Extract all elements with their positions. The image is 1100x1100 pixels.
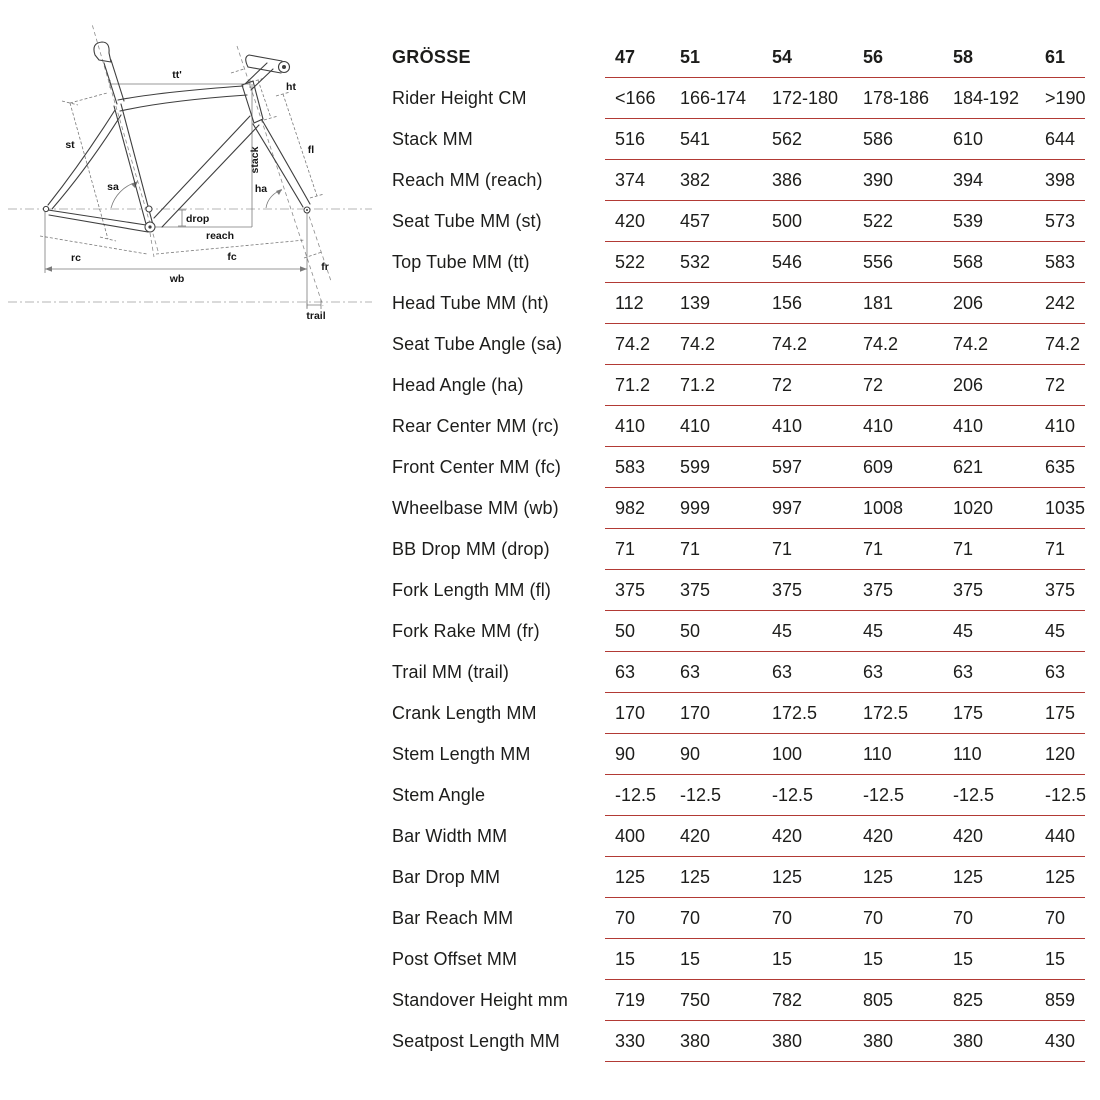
diagram-label-tt-prime: tt' [172, 69, 182, 81]
cell-value: 15 [1045, 948, 1066, 969]
table-row [392, 447, 1085, 488]
row-label: Stem Length MM [392, 744, 531, 764]
row-values [605, 816, 1085, 857]
row-label: Rear Center MM (rc) [392, 416, 559, 436]
cell-value: 1008 [863, 497, 904, 518]
cell-value: 597 [772, 456, 803, 477]
cell-value: 184-192 [953, 87, 1020, 108]
cell-value: 562 [772, 128, 803, 149]
cell-value: 375 [680, 579, 711, 600]
diagram-label-stack: stack [249, 146, 261, 174]
cell-value: 170 [680, 702, 711, 723]
table-row [392, 775, 1085, 816]
cell-value: 45 [772, 620, 793, 641]
cell-value: 71.2 [680, 374, 716, 395]
row-values [605, 611, 1085, 652]
row-values [605, 488, 1085, 529]
cell-value: 178-186 [863, 87, 930, 108]
row-values [605, 939, 1085, 980]
cell-value: 539 [953, 210, 984, 231]
cell-value: 70 [680, 907, 701, 928]
diagram-labels [65, 69, 328, 322]
cell-value: 410 [680, 415, 711, 436]
cell-value: 70 [953, 907, 974, 928]
cell-value: 375 [1045, 579, 1076, 600]
cell-value: 782 [772, 989, 803, 1010]
cell-value: 380 [863, 1030, 894, 1051]
table-row [392, 529, 1085, 570]
cell-value: 997 [772, 497, 803, 518]
row-label: Bar Drop MM [392, 867, 501, 887]
diagram-label-drop: drop [186, 213, 210, 225]
row-label: Fork Length MM (fl) [392, 580, 551, 600]
table-row [392, 734, 1085, 775]
cell-value: 74.2 [772, 333, 808, 354]
table-row [392, 570, 1085, 611]
cell-value: 120 [1045, 743, 1076, 764]
cell-value: 522 [615, 251, 646, 272]
bike-geometry-diagram [0, 0, 380, 360]
cell-value: 430 [1045, 1030, 1076, 1051]
row-values [605, 283, 1085, 324]
cell-value: 375 [863, 579, 894, 600]
cell-value: 541 [680, 128, 711, 149]
cell-value: 586 [863, 128, 894, 149]
table-row [392, 242, 1085, 283]
row-values [605, 980, 1085, 1021]
cell-value: 170 [615, 702, 646, 723]
row-values [605, 775, 1085, 816]
cell-value: -12.5 [863, 784, 905, 805]
frame-joints [43, 65, 310, 232]
cell-value: 70 [615, 907, 636, 928]
cell-value: -12.5 [1045, 784, 1087, 805]
cell-value: 125 [953, 866, 984, 887]
diagram-label-reach: reach [205, 230, 235, 242]
cell-value: 172.5 [863, 702, 909, 723]
cell-value: 410 [953, 415, 984, 436]
row-label: Fork Rake MM (fr) [392, 621, 540, 641]
cell-value: 100 [772, 743, 803, 764]
table-row [392, 119, 1085, 160]
row-values [605, 160, 1085, 201]
cell-value: 500 [772, 210, 803, 231]
table-row [392, 611, 1085, 652]
cell-value: 125 [1045, 866, 1076, 887]
table-row [392, 488, 1085, 529]
cell-value: 90 [615, 743, 636, 764]
cell-value: 166-174 [680, 87, 747, 108]
cell-value: 400 [615, 825, 646, 846]
header-size: 58 [953, 46, 974, 67]
cell-value: 410 [863, 415, 894, 436]
cell-value: 375 [953, 579, 984, 600]
diagram-label-trail: trail [306, 310, 326, 322]
cell-value: 50 [615, 620, 636, 641]
cell-value: 1035 [1045, 497, 1086, 518]
cell-value: 440 [1045, 825, 1076, 846]
cell-value: 74.2 [953, 333, 989, 354]
row-label: Crank Length MM [392, 703, 537, 723]
cell-value: 420 [953, 825, 984, 846]
table-row [392, 980, 1085, 1021]
row-values [605, 570, 1085, 611]
row-values [605, 693, 1085, 734]
cell-value: 380 [953, 1030, 984, 1051]
row-label: Wheelbase MM (wb) [392, 498, 559, 518]
cell-value: 71 [953, 538, 974, 559]
cell-value: 63 [953, 661, 974, 682]
row-values [605, 119, 1085, 160]
cell-value: 112 [615, 292, 644, 313]
cell-value: >190 [1045, 87, 1086, 108]
diagram-label-ht: ht [286, 81, 296, 93]
cell-value: <166 [615, 87, 656, 108]
cell-value: 410 [615, 415, 646, 436]
row-label: Trail MM (trail) [392, 662, 509, 682]
row-label: Stem Angle [392, 785, 486, 805]
table-row [392, 78, 1085, 119]
cell-value: 394 [953, 169, 984, 190]
row-values [605, 406, 1085, 447]
diagram-label-fr: fr [321, 261, 329, 273]
cell-value: 15 [772, 948, 793, 969]
header-size: 56 [863, 46, 884, 67]
row-label: Front Center MM (fc) [392, 457, 562, 477]
cell-value: 125 [680, 866, 711, 887]
cell-value: 410 [1045, 415, 1076, 436]
cell-value: 72 [772, 374, 793, 395]
cell-value: 610 [953, 128, 984, 149]
row-values [605, 324, 1085, 365]
cell-value: 522 [863, 210, 894, 231]
row-label: Head Angle (ha) [392, 375, 524, 395]
cell-value: 74.2 [680, 333, 716, 354]
cell-value: 63 [1045, 661, 1066, 682]
cell-value: 90 [680, 743, 701, 764]
cell-value: 546 [772, 251, 803, 272]
cell-value: -12.5 [615, 784, 657, 805]
cell-value: 175 [1045, 702, 1076, 723]
header-size: 47 [615, 46, 636, 67]
row-label: Seatpost Length MM [392, 1031, 560, 1051]
cell-value: 15 [615, 948, 636, 969]
cell-value: 70 [1045, 907, 1066, 928]
cell-value: 45 [863, 620, 884, 641]
bike-frame-drawing [0, 0, 380, 360]
cell-value: 125 [863, 866, 894, 887]
table-header [392, 37, 1085, 78]
row-label: Rider Height CM [392, 88, 527, 108]
construction-axes [92, 24, 331, 306]
diagram-label-wb: wb [169, 273, 185, 285]
row-values [605, 447, 1085, 488]
table-row [392, 898, 1085, 939]
row-values [605, 242, 1085, 283]
row-label: Seat Tube Angle (sa) [392, 334, 563, 354]
cell-value: 573 [1045, 210, 1076, 231]
cell-value: 805 [863, 989, 894, 1010]
cell-value: 71 [615, 538, 636, 559]
row-label: Bar Width MM [392, 826, 508, 846]
cell-value: 398 [1045, 169, 1076, 190]
diagram-label-ha: ha [254, 183, 268, 195]
row-values [605, 1021, 1085, 1062]
cell-value: 380 [772, 1030, 803, 1051]
cell-value: 206 [953, 292, 984, 313]
cell-value: 45 [953, 620, 974, 641]
table-row [392, 652, 1085, 693]
cell-value: 621 [953, 456, 984, 477]
cell-value: 386 [772, 169, 803, 190]
diagram-label-rc: rc [71, 252, 81, 264]
cell-value: 50 [680, 620, 701, 641]
cell-value: 719 [615, 989, 646, 1010]
cell-value: 15 [953, 948, 974, 969]
cell-value: 556 [863, 251, 894, 272]
cell-value: 374 [615, 169, 646, 190]
cell-value: 410 [772, 415, 803, 436]
table-row [392, 365, 1085, 406]
table-row [392, 939, 1085, 980]
cell-value: 72 [863, 374, 884, 395]
cell-value: 999 [680, 497, 711, 518]
cell-value: 125 [772, 866, 803, 887]
row-values [605, 78, 1085, 119]
cell-value: 74.2 [863, 333, 899, 354]
cell-value: 15 [863, 948, 884, 969]
cell-value: 609 [863, 456, 894, 477]
row-values [605, 652, 1085, 693]
diagram-label-fc: fc [227, 251, 237, 263]
geometry-table [392, 37, 1085, 1062]
cell-value: 330 [615, 1030, 646, 1051]
table-row [392, 406, 1085, 447]
table-row [392, 201, 1085, 242]
dimension-lines-dashed [40, 69, 324, 258]
row-label: Standover Height mm [392, 990, 568, 1010]
cell-value: 110 [863, 743, 892, 764]
row-values [605, 365, 1085, 406]
cell-value: 63 [863, 661, 884, 682]
table-header-size-label: GRÖSSE [392, 47, 471, 67]
cell-value: 172.5 [772, 702, 818, 723]
row-label: Head Tube MM (ht) [392, 293, 549, 313]
table-header-sizes [605, 37, 1085, 78]
cell-value: 375 [615, 579, 646, 600]
cell-value: 71 [1045, 538, 1066, 559]
cell-value: 420 [772, 825, 803, 846]
table-row [392, 324, 1085, 365]
table-row [392, 283, 1085, 324]
row-values [605, 734, 1085, 775]
cell-value: 1020 [953, 497, 994, 518]
cell-value: 568 [953, 251, 984, 272]
cell-value: 644 [1045, 128, 1076, 149]
cell-value: 72 [1045, 374, 1066, 395]
cell-value: 156 [772, 292, 803, 313]
cell-value: 420 [680, 825, 711, 846]
cell-value: 532 [680, 251, 711, 272]
row-label: Stack MM [392, 129, 473, 149]
cell-value: 420 [615, 210, 646, 231]
cell-value: 859 [1045, 989, 1076, 1010]
row-label: Seat Tube MM (st) [392, 211, 542, 231]
cell-value: 825 [953, 989, 984, 1010]
table-row [392, 857, 1085, 898]
cell-value: 70 [772, 907, 793, 928]
cell-value: 71.2 [615, 374, 651, 395]
cell-value: 420 [863, 825, 894, 846]
cell-value: 380 [680, 1030, 711, 1051]
table-row [392, 693, 1085, 734]
cell-value: 375 [772, 579, 803, 600]
header-size: 51 [680, 46, 701, 67]
cell-value: 583 [1045, 251, 1076, 272]
cell-value: 63 [680, 661, 701, 682]
cell-value: 982 [615, 497, 646, 518]
cell-value: 125 [615, 866, 646, 887]
cell-value: 71 [863, 538, 884, 559]
cell-value: 71 [680, 538, 701, 559]
row-label: Post Offset MM [392, 949, 518, 969]
cell-value: -12.5 [772, 784, 814, 805]
table-row [392, 160, 1085, 201]
cell-value: 181 [863, 292, 894, 313]
row-label: Bar Reach MM [392, 908, 514, 928]
cell-value: 63 [772, 661, 793, 682]
diagram-label-sa: sa [107, 181, 119, 193]
cell-value: 750 [680, 989, 711, 1010]
cell-value: 390 [863, 169, 894, 190]
cell-value: 70 [863, 907, 884, 928]
header-size: 54 [772, 46, 793, 67]
cell-value: 74.2 [1045, 333, 1081, 354]
table-row [392, 816, 1085, 857]
cell-value: 206 [953, 374, 984, 395]
row-values [605, 898, 1085, 939]
row-values [605, 529, 1085, 570]
cell-value: 242 [1045, 292, 1076, 313]
cell-value: -12.5 [953, 784, 995, 805]
row-label: Top Tube MM (tt) [392, 252, 530, 272]
row-label: BB Drop MM (drop) [392, 539, 550, 559]
cell-value: 516 [615, 128, 646, 149]
cell-value: -12.5 [680, 784, 722, 805]
header-size: 61 [1045, 46, 1066, 67]
cell-value: 172-180 [772, 87, 839, 108]
cell-value: 15 [680, 948, 701, 969]
cell-value: 139 [680, 292, 711, 313]
row-values [605, 201, 1085, 242]
row-label: Reach MM (reach) [392, 170, 543, 190]
cell-value: 110 [953, 743, 982, 764]
table-row [392, 1021, 1085, 1062]
cell-value: 583 [615, 456, 646, 477]
cell-value: 599 [680, 456, 711, 477]
cell-value: 74.2 [615, 333, 651, 354]
diagram-label-st: st [65, 139, 75, 151]
cell-value: 457 [680, 210, 711, 231]
cell-value: 45 [1045, 620, 1066, 641]
cell-value: 175 [953, 702, 984, 723]
row-values [605, 857, 1085, 898]
cell-value: 63 [615, 661, 636, 682]
cell-value: 71 [772, 538, 793, 559]
cell-value: 382 [680, 169, 711, 190]
cell-value: 635 [1045, 456, 1076, 477]
diagram-label-fl: fl [307, 144, 315, 156]
geometry-table-body [392, 78, 1085, 1062]
